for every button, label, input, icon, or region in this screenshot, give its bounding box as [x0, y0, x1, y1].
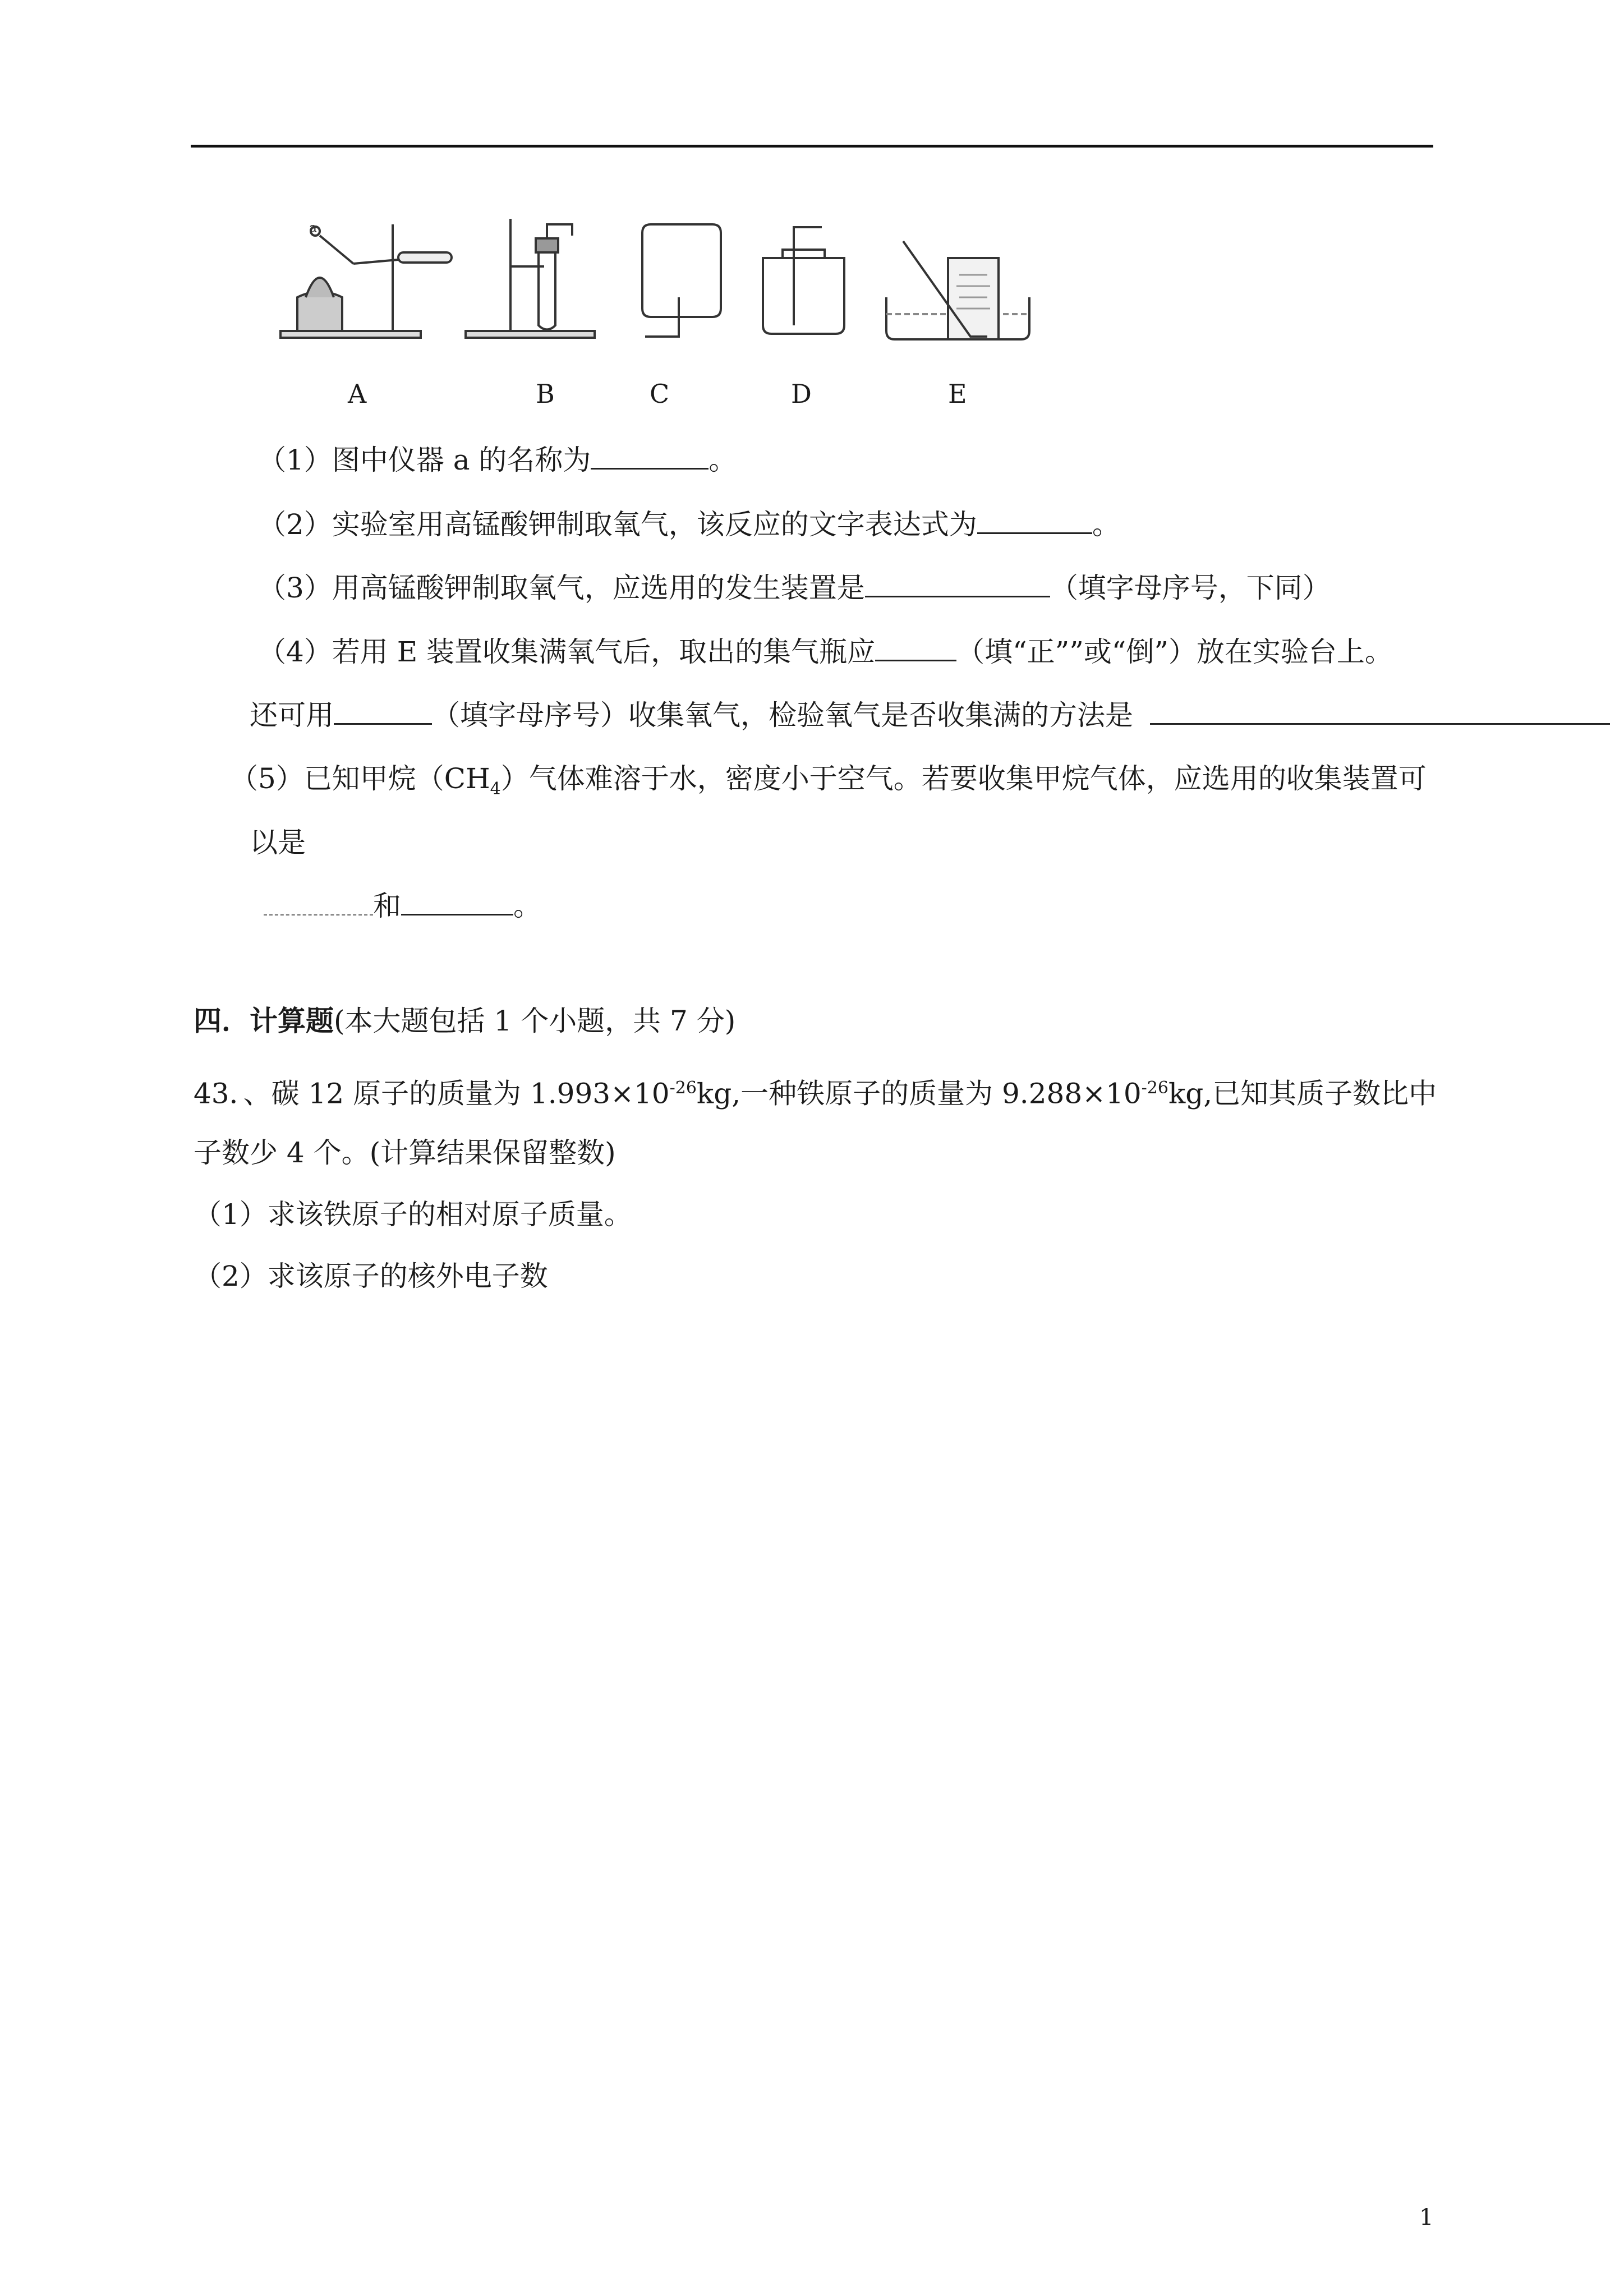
question-5-line-2: 以是	[250, 826, 306, 859]
apparatus-a-icon	[280, 224, 452, 338]
section-heading	[194, 1004, 735, 1038]
question-2-text: （2）实验室用高锰酸钾制取氧气，该反应的文字表达式为	[258, 508, 977, 541]
instrument-a-mark: a	[309, 220, 317, 236]
apparatus-c-icon	[642, 224, 721, 337]
answer-blank[interactable]	[875, 635, 956, 661]
question-1-text: （1）图中仪器 a 的名称为	[258, 444, 591, 476]
page-number: 1	[1419, 2205, 1434, 2230]
answer-blank[interactable]	[334, 698, 432, 725]
question-5-text-b: ）气体难溶于水，密度小于空气。若要收集甲烷气体，应选用的收集装置可	[500, 762, 1427, 795]
problem-43-part-3: kg,已知其质子数比中	[1168, 1077, 1437, 1110]
question-4-line2-prefix: 还可用	[250, 699, 334, 731]
question-4-line2-text: （填字母序号）收集氧气，检验氧气是否收集满的方法是	[432, 699, 1133, 731]
question-4-suffix: （填“正””或“倒”）放在实验台上。	[956, 636, 1393, 668]
answer-blank[interactable]	[977, 508, 1092, 534]
answer-blank[interactable]	[264, 890, 373, 915]
question-5-end: 。	[513, 890, 541, 922]
figure-label-d: D	[791, 379, 812, 409]
question-3	[258, 571, 1331, 605]
figure-label-e: E	[948, 379, 967, 409]
apparatus-b-icon	[466, 219, 595, 338]
question-5-and: 和	[373, 890, 401, 922]
question-5-line-3	[264, 889, 541, 923]
question-4-text: （4）若用 E 装置收集满氧气后，取出的集气瓶应	[258, 636, 876, 668]
answer-blank[interactable]	[865, 571, 1050, 597]
answer-blank-long[interactable]	[1150, 698, 1610, 725]
question-2-suffix: 。	[1092, 508, 1120, 541]
apparatus-e-icon	[886, 241, 1029, 339]
header-rule	[191, 145, 1433, 148]
problem-43-sub-2: （2）求该原子的核外电子数	[194, 1260, 548, 1292]
ch4-subscript: 4	[490, 779, 501, 799]
problem-43-sub-1: （1）求该铁原子的相对原子质量。	[194, 1198, 632, 1231]
section-title: 四．计算题	[194, 1004, 334, 1037]
exponent-1: -26	[669, 1078, 697, 1098]
question-4	[258, 635, 1393, 669]
question-5	[230, 762, 1427, 806]
figure-label-a: A	[348, 379, 367, 409]
question-1-suffix: 。	[709, 444, 737, 476]
problem-43-part-1: 43．、碳 12 原子的质量为 1.993×10	[194, 1077, 670, 1110]
question-1	[258, 443, 737, 477]
question-4-line-2	[250, 698, 1610, 732]
figure-label-b: B	[536, 379, 555, 409]
apparatus-d-icon	[763, 227, 844, 334]
answer-blank[interactable]	[401, 889, 513, 915]
problem-43-line-1	[194, 1071, 1437, 1111]
lab-apparatus-figure	[275, 213, 1060, 353]
problem-43-line-2: 子数少 4 个。(计算结果保留整数)	[194, 1137, 616, 1169]
question-5-text-a: （5）已知甲烷（CH	[230, 762, 490, 795]
question-2	[258, 508, 1120, 541]
figure-label-c: C	[650, 379, 670, 409]
question-3-text: （3）用高锰酸钾制取氧气，应选用的发生装置是	[258, 572, 865, 604]
problem-43-part-2: kg,一种铁原子的质量为 9.288×10	[696, 1077, 1142, 1110]
question-3-suffix: （填字母序号，下同）	[1050, 572, 1331, 604]
exponent-2: -26	[1141, 1078, 1168, 1098]
section-subtitle: (本大题包括 1 个小题，共 7 分)	[334, 1005, 736, 1037]
answer-blank[interactable]	[591, 443, 709, 470]
